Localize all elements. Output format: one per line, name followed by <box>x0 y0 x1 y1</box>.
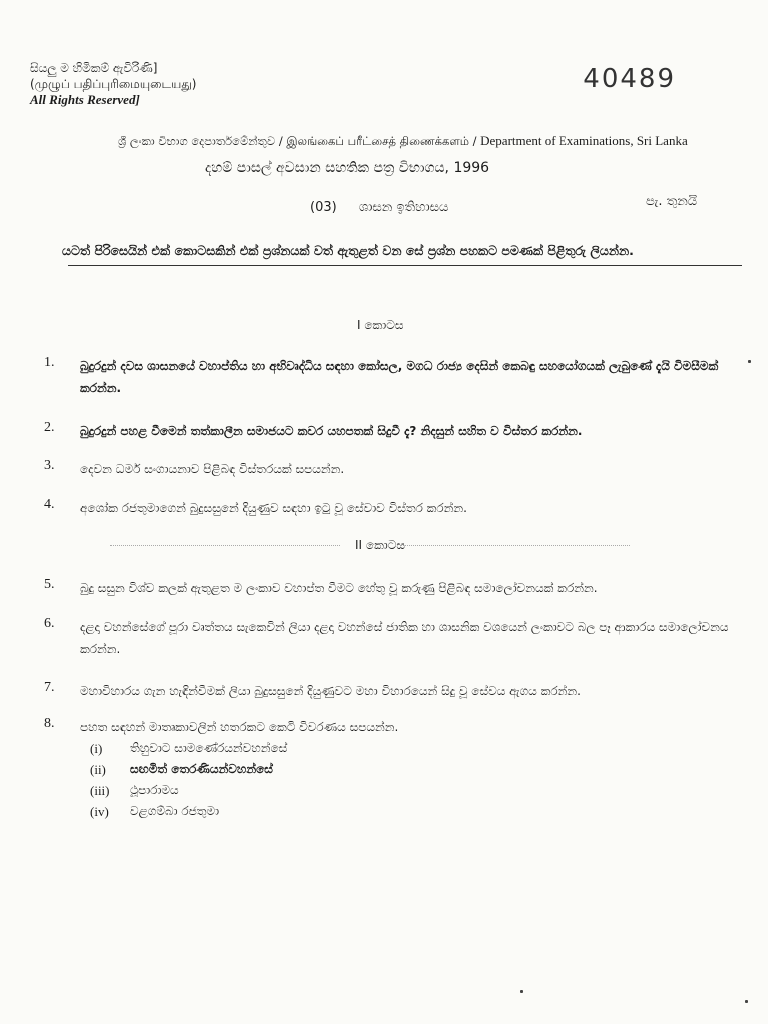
rights-tamil: (முழுப் பதிப்புரிமையுடையது) <box>30 77 197 91</box>
question-number: 5. <box>44 577 55 592</box>
subitem-text: සඟමිත් තෙරණියන්වහන්සේ <box>130 762 273 776</box>
instruction: යටත් පිරිසෙයින් එක් කොටසකින් එක් ප්‍රශ්නයක් වත් ඇතුළත් වන සේ ප්‍රශ්න පහකට පමණක් පිළිතුරු ලියන්න. <box>62 243 634 258</box>
exam-title: දහම් පාසල් අවසාන සහතික පත්‍ර විභාගය, 1996 <box>205 160 490 176</box>
rights-english: All Rights Reserved] <box>30 92 140 107</box>
subitem-number: (iii) <box>90 783 110 798</box>
duration: පැ. තුනයි <box>646 194 698 209</box>
question-text: බුදු සසුන විශ්ව කලක් ඇතුළත ම ලංකාව වහාප්ත වීමට හේතු වූ කරුණු පිළිබඳ සමාලෝචනයක් කරන්න. <box>80 581 598 595</box>
question-text: බුදුරදුන් පහළ වීමෙන් තත්කාලීන සමාජයට කවර යහපතක් සිදුවී දැ? නිදසුන් සහිත ව විස්තර කරන්න. <box>80 424 583 438</box>
scan-speck <box>748 360 751 363</box>
question-text: පහත සඳහන් මාතෘකාවලින් හතරකට කෙටි විවරණය සපයන්න. <box>80 720 399 734</box>
scan-speck <box>520 990 523 993</box>
department-english: Department of Examinations, Sri Lanka <box>480 133 688 148</box>
subitem-text: තිහුවාට සාමණේරයන්වහන්සේ <box>130 741 288 755</box>
subject-line <box>310 200 448 215</box>
section-heading-2: II කොටස <box>355 538 406 552</box>
list-item <box>90 738 287 759</box>
question-text: බුදුරදුන් දවස ශාසනයේ වහාප්තිය හා අභිවෘද්ධිය සඳහා කෝසල, මගධ රාජ්‍ය දෙසින් කෙබඳු සහයෝගයක් ලැබුණේ දැයි විමසීමක් කරන්න. <box>80 359 719 395</box>
question-text: දළදා වහන්සේගේ පූරා වෘත්තය සැකෙවින් ලියා දළදා වහන්සේ ජාතික හා ශාසනික වශයෙන් ලංකාවට බල පෑ ආකාරය සමාලෝචනය කරන්න. <box>80 620 729 656</box>
paper-code: (03) <box>310 200 337 215</box>
list-item <box>90 801 287 822</box>
department-sinhala: ශ්‍රී ලංකා විභාග දෙපාර්තමේන්තුව <box>118 134 276 148</box>
question-text: මහාවිහාරය ගැන හැඳින්වීමක් ලියා බුදුසසුනේ දියුණුවට මහා විහාරයෙන් සිදු වූ සේවය ඇගය කරන්න. <box>80 684 581 698</box>
question-number: 4. <box>44 497 55 512</box>
question-number: 7. <box>44 680 55 695</box>
subitem-text: ථූපාරාමය <box>130 783 179 797</box>
subitem-number: (iv) <box>90 804 109 819</box>
question-text: අශෝක රජතුමාගෙන් බුදුසසුනේ දියුණුව සඳහා ඉටු වූ සේවාව විස්තර කරන්න. <box>80 501 467 515</box>
rights-sinhala: සියලු ම හිමිකම් ඇවිරිණි] <box>30 61 158 75</box>
question-number: 2. <box>44 420 55 435</box>
faint-divider-left <box>110 545 340 546</box>
divider <box>68 265 742 266</box>
question-number: 1. <box>44 355 55 370</box>
subitem-text: වළගම්බා රජතුමා <box>130 804 220 818</box>
question-8-subitems <box>90 738 287 822</box>
subitem-number: (i) <box>90 741 103 756</box>
question-text: දෙවන ධර්ම සංගායනාව පිළිබඳ විස්තරයක් සපයන්න. <box>80 462 345 476</box>
subitem-number: (ii) <box>90 762 106 777</box>
list-item <box>90 780 287 801</box>
question-number: 3. <box>44 458 55 473</box>
faint-divider-right <box>400 545 630 546</box>
question-number: 6. <box>44 616 55 631</box>
section-heading-1: I කොටස <box>357 318 404 332</box>
copyright-notice <box>30 60 196 108</box>
list-item <box>90 759 287 780</box>
question-number: 8. <box>44 716 55 731</box>
department-tamil: இலங்கைப் பரீட்சைத் திணைக்களம் <box>286 134 469 148</box>
paper-id: 40489 <box>583 64 676 94</box>
subject-title: ශාසන ඉතිහාසය <box>358 200 449 215</box>
scan-speck <box>745 1000 748 1003</box>
department-line: ශ්‍රී ලංකා විභාග දෙපාර්තමේන්තුව / இலங்கைப் பரீட்சைத் திணைக்களம் / Department of Examinations, Sri Lanka <box>118 133 688 148</box>
